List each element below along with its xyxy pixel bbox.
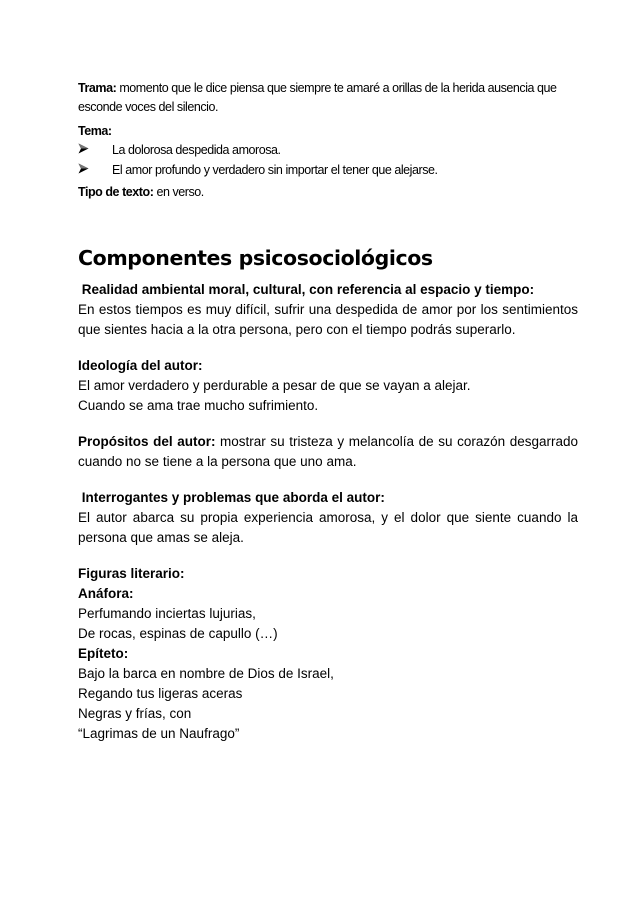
tipo-paragraph bbox=[78, 183, 578, 201]
epiteto-label: Epíteto: bbox=[78, 646, 129, 661]
tipo-text: en verso. bbox=[153, 185, 204, 199]
anafora-line: De rocas, espinas de capullo (…) bbox=[78, 626, 278, 641]
epiteto-line: “Lagrimas de un Naufrago” bbox=[78, 726, 240, 741]
interrogantes-label: Interrogantes y problemas que aborda el autor: bbox=[81, 490, 385, 505]
propositos-text: mostrar su tristeza y melancolía de su corazón desgarrado cuando no se tiene a la persona que uno ama. bbox=[78, 434, 578, 469]
components-section bbox=[78, 280, 578, 744]
trama-text: momento que le dice piensa que siempre te amaré a orillas de la herida ausencia que esconde voces del silencio. bbox=[78, 81, 557, 114]
ideologia-line: El amor verdadero y perdurable a pesar de que se vayan a alejar. bbox=[78, 378, 471, 393]
section-heading: Componentes psicosociológicos bbox=[78, 246, 433, 270]
tema-item-text: La dolorosa despedida amorosa. bbox=[112, 143, 281, 157]
trama-paragraph bbox=[78, 79, 578, 117]
epiteto-line: Bajo la barca en nombre de Dios de Israel, bbox=[78, 666, 334, 681]
tema-item bbox=[78, 160, 578, 180]
trama-label: Trama: bbox=[78, 81, 117, 95]
interrogantes-text: El autor abarca su propia experiencia amorosa, y el dolor que siente cuando la persona que amas se aleja. bbox=[78, 510, 578, 545]
intro-section bbox=[78, 79, 578, 201]
anafora-line: Perfumando inciertas lujurias, bbox=[78, 606, 256, 621]
propositos-label: Propósitos del autor: bbox=[78, 434, 216, 449]
tema-item-text: El amor profundo y verdadero sin importar el tener que alejarse. bbox=[112, 163, 438, 177]
anafora-label: Anáfora: bbox=[78, 586, 134, 601]
realidad-label: Realidad ambiental moral, cultural, con referencia al espacio y tiempo: bbox=[81, 282, 535, 297]
realidad-text: En estos tiempos es muy difícil, sufrir una despedida de amor por los sentimientos que sientes hacia a la otra persona, pero con el tiempo podrás superarlo. bbox=[78, 302, 578, 337]
tipo-label: Tipo de texto: bbox=[78, 185, 154, 199]
ideologia-label: Ideología del autor: bbox=[78, 358, 203, 373]
tema-label: Tema: bbox=[78, 124, 112, 138]
ideologia-line: Cuando se ama trae mucho sufrimiento. bbox=[78, 398, 319, 413]
epiteto-line: Negras y frías, con bbox=[78, 706, 192, 721]
figuras-label: Figuras literario: bbox=[78, 566, 185, 581]
propositos-paragraph bbox=[78, 432, 578, 472]
epiteto-line: Regando tus ligeras aceras bbox=[78, 686, 243, 701]
tema-item bbox=[78, 140, 578, 160]
arrowhead-bullet-icon bbox=[78, 140, 112, 160]
arrowhead-bullet-icon bbox=[78, 160, 112, 180]
